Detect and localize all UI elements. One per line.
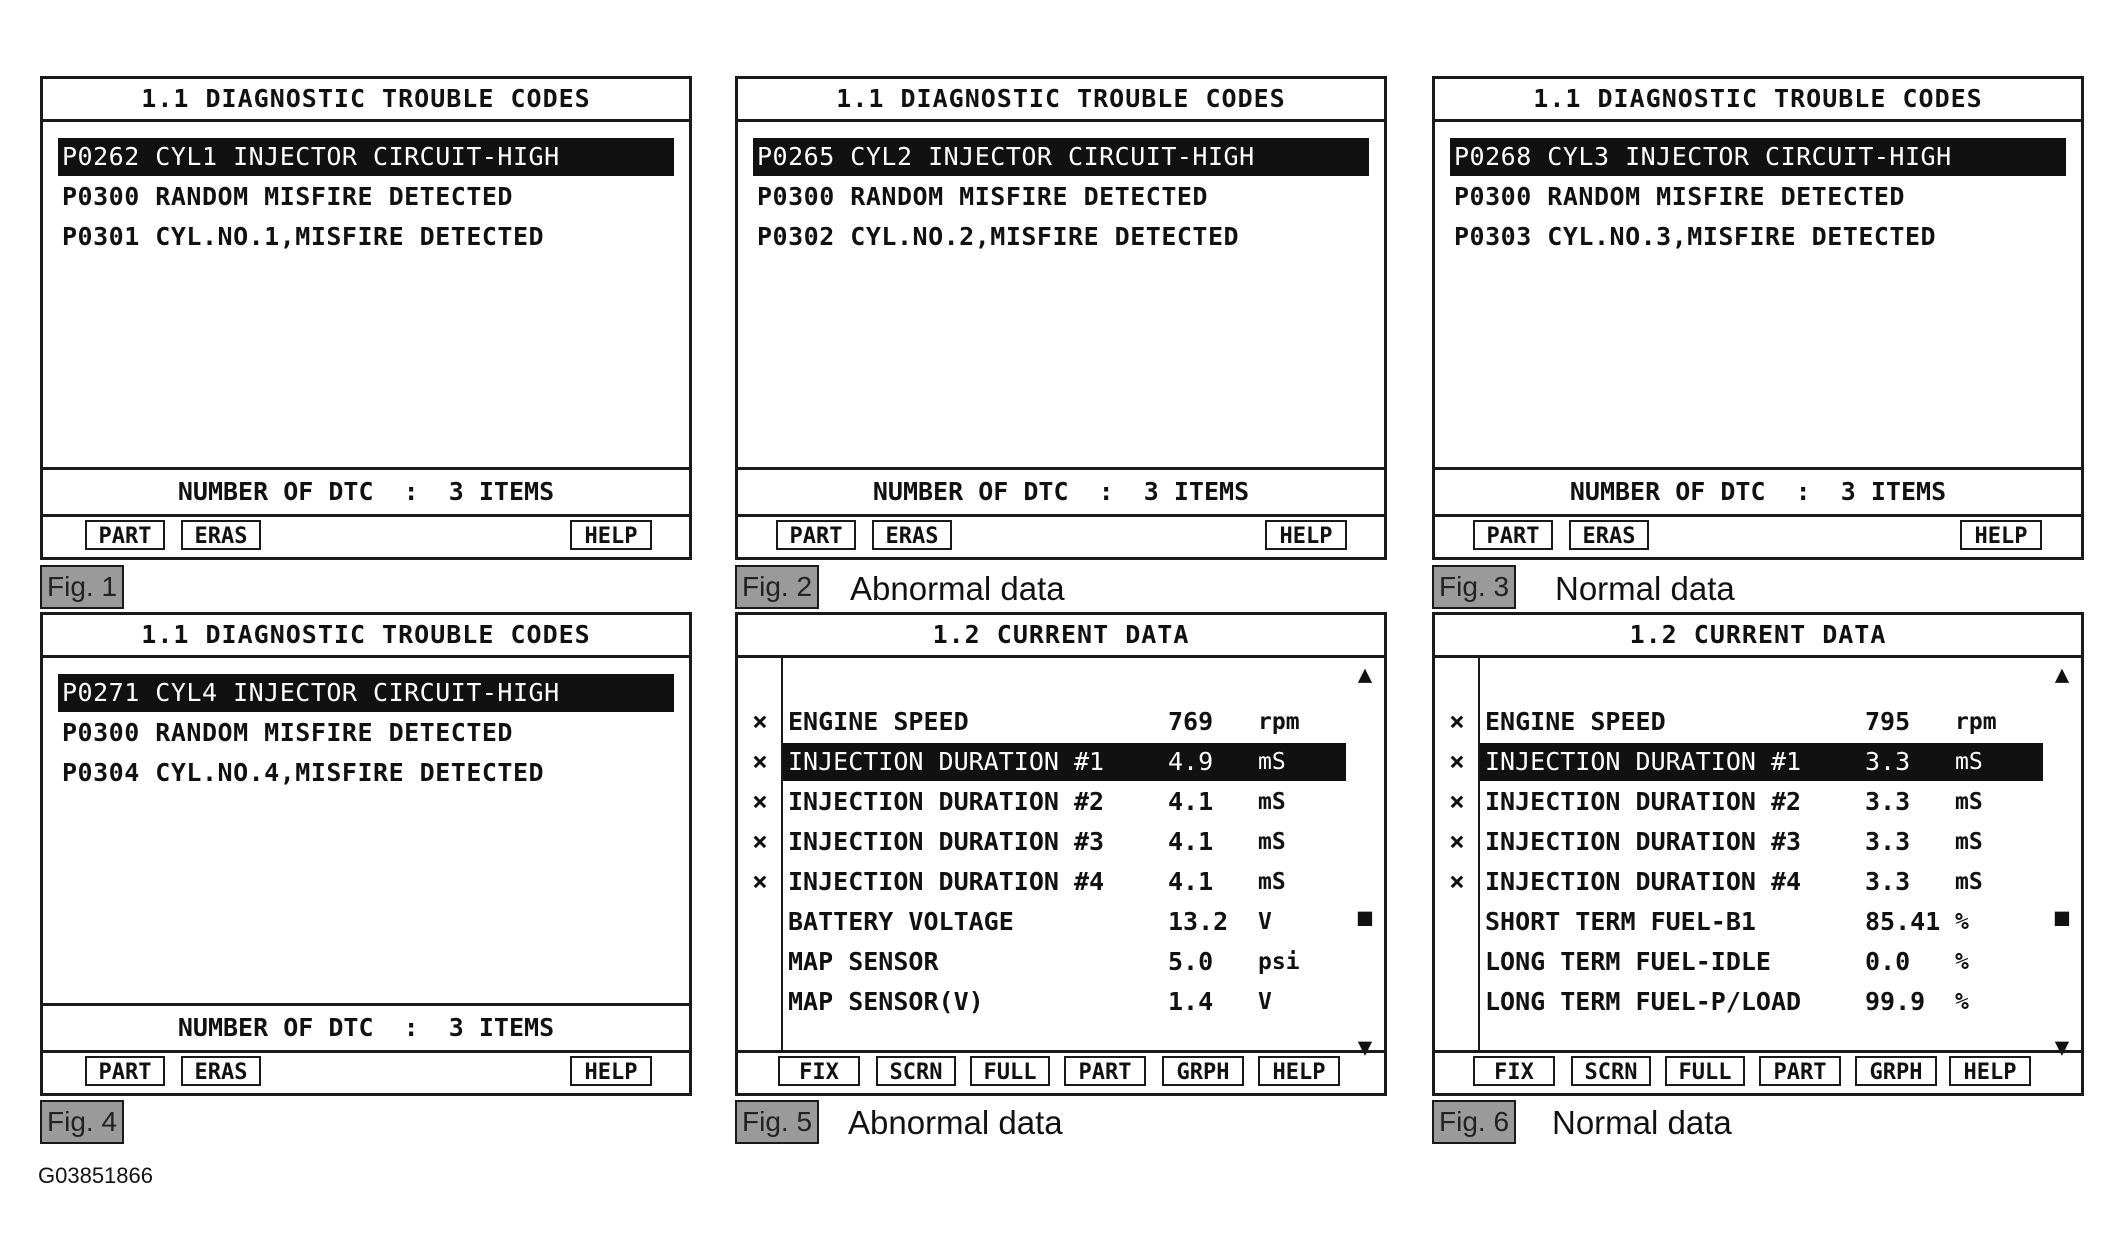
dtc-row[interactable]: P0300 RANDOM MISFIRE DETECTED (757, 182, 1208, 211)
param-unit: mS (1955, 789, 1983, 815)
data-row[interactable] (738, 703, 1346, 741)
dtc-count: NUMBER OF DTC : 3 ITEMS (738, 467, 1384, 517)
param-unit: % (1955, 909, 1969, 935)
fix-mark[interactable]: × (752, 787, 768, 817)
caption: Abnormal data (850, 570, 1065, 607)
caption: Normal data (1552, 1104, 1732, 1141)
param-value: 769 (1168, 707, 1214, 736)
dtc-screen-3 (1432, 76, 2084, 560)
scrollbar[interactable] (1346, 658, 1384, 1061)
fix-mark[interactable]: × (1449, 707, 1465, 737)
param-unit: mS (1955, 749, 1983, 775)
part-button[interactable]: PART (1064, 1056, 1146, 1086)
param-value: 4.1 (1168, 787, 1214, 816)
function-key-bar (738, 517, 1384, 557)
param-name: ENGINE SPEED (788, 707, 969, 736)
param-value: 3.3 (1865, 787, 1911, 816)
param-value: 5.0 (1168, 947, 1214, 976)
dtc-count: NUMBER OF DTC : 3 ITEMS (43, 1003, 689, 1053)
help-button[interactable]: HELP (570, 1056, 652, 1086)
scroll-down-arrow-icon[interactable]: ▼ (2054, 1033, 2070, 1061)
param-unit: % (1955, 949, 1969, 975)
fix-mark[interactable]: × (752, 707, 768, 737)
dtc-row[interactable]: P0302 CYL.NO.2,MISFIRE DETECTED (757, 222, 1240, 251)
dtc-list (738, 122, 1384, 470)
param-name: INJECTION DURATION #4 (788, 867, 1105, 896)
dtc-count: NUMBER OF DTC : 3 ITEMS (1435, 467, 2081, 517)
help-button[interactable]: HELP (570, 520, 652, 550)
data-row[interactable] (1435, 943, 2043, 981)
current-data-screen-5 (735, 612, 1387, 1096)
full-button[interactable]: FULL (970, 1056, 1050, 1086)
data-row[interactable] (738, 983, 1346, 1021)
dtc-row-selected[interactable]: P0262 CYL1 INJECTOR CIRCUIT-HIGH (58, 138, 674, 176)
param-unit: rpm (1258, 709, 1300, 735)
fig-label: Fig. 2 (735, 565, 819, 609)
dtc-row[interactable]: P0300 RANDOM MISFIRE DETECTED (1454, 182, 1905, 211)
param-name: INJECTION DURATION #1 (788, 747, 1105, 776)
screen-button[interactable]: SCRN (876, 1056, 956, 1086)
function-key-bar (43, 517, 689, 557)
fix-mark[interactable]: × (1449, 827, 1465, 857)
param-name: INJECTION DURATION #2 (1485, 787, 1802, 816)
param-value: 0.0 (1865, 947, 1911, 976)
param-name: INJECTION DURATION #1 (1485, 747, 1802, 776)
dtc-row[interactable]: P0304 CYL.NO.4,MISFIRE DETECTED (62, 758, 545, 787)
screen-title: 1.2 CURRENT DATA (738, 615, 1384, 658)
fig-label: Fig. 6 (1432, 1100, 1516, 1144)
fig-label: Fig. 5 (735, 1100, 819, 1144)
screen-title: 1.1 DIAGNOSTIC TROUBLE CODES (43, 615, 689, 658)
graph-button[interactable]: GRPH (1162, 1056, 1244, 1086)
dtc-count: NUMBER OF DTC : 3 ITEMS (43, 467, 689, 517)
fig-label: Fig. 1 (40, 565, 124, 609)
param-name: ENGINE SPEED (1485, 707, 1666, 736)
data-row[interactable] (738, 823, 1346, 861)
scroll-thumb-icon[interactable]: ■ (2054, 903, 2070, 931)
help-button[interactable]: HELP (1949, 1056, 2031, 1086)
data-row-selected[interactable] (1435, 743, 2043, 781)
data-row[interactable] (738, 943, 1346, 981)
scroll-down-arrow-icon[interactable]: ▼ (1357, 1033, 1373, 1061)
param-name: INJECTION DURATION #4 (1485, 867, 1802, 896)
param-value: 1.4 (1168, 987, 1214, 1016)
screen-title: 1.1 DIAGNOSTIC TROUBLE CODES (738, 79, 1384, 122)
param-value: 99.9 (1865, 987, 1926, 1016)
data-row[interactable] (1435, 783, 2043, 821)
param-value: 13.2 (1168, 907, 1229, 936)
screen-button[interactable]: SCRN (1571, 1056, 1651, 1086)
erase-button[interactable]: ERAS (872, 520, 952, 550)
param-name: BATTERY VOLTAGE (788, 907, 1014, 936)
param-unit: mS (1258, 749, 1286, 775)
erase-button[interactable]: ERAS (181, 1056, 261, 1086)
dtc-row[interactable]: P0303 CYL.NO.3,MISFIRE DETECTED (1454, 222, 1937, 251)
data-row[interactable] (1435, 983, 2043, 1021)
param-unit: mS (1258, 789, 1286, 815)
param-name: INJECTION DURATION #2 (788, 787, 1105, 816)
erase-button[interactable]: ERAS (1569, 520, 1649, 550)
param-value: 3.3 (1865, 827, 1911, 856)
dtc-row[interactable]: P0301 CYL.NO.1,MISFIRE DETECTED (62, 222, 545, 251)
fix-mark[interactable]: × (1449, 867, 1465, 897)
param-unit: psi (1258, 949, 1300, 975)
fig-label: Fig. 4 (40, 1100, 124, 1144)
param-unit: mS (1955, 829, 1983, 855)
screen-title: 1.1 DIAGNOSTIC TROUBLE CODES (1435, 79, 2081, 122)
function-key-bar (738, 1050, 1384, 1093)
param-value: 85.41 (1865, 907, 1941, 936)
param-unit: rpm (1955, 709, 1997, 735)
figure-id: G03851866 (38, 1163, 153, 1188)
function-key-bar (1435, 517, 2081, 557)
part-button[interactable]: PART (85, 1056, 165, 1086)
data-row[interactable] (1435, 823, 2043, 861)
param-value: 4.9 (1168, 747, 1214, 776)
part-button[interactable]: PART (1473, 520, 1553, 550)
scroll-up-arrow-icon[interactable]: ▲ (1357, 660, 1373, 688)
graph-button[interactable]: GRPH (1855, 1056, 1937, 1086)
full-button[interactable]: FULL (1665, 1056, 1745, 1086)
screen-title: 1.2 CURRENT DATA (1435, 615, 2081, 658)
function-key-bar (43, 1053, 689, 1093)
param-unit: mS (1258, 869, 1286, 895)
data-row[interactable] (738, 903, 1346, 941)
fix-mark[interactable]: × (1449, 787, 1465, 817)
part-button[interactable]: PART (1759, 1056, 1841, 1086)
dtc-list (43, 658, 689, 1006)
current-data-screen-6 (1432, 612, 2084, 1096)
data-row[interactable] (1435, 863, 2043, 901)
dtc-screen-4 (40, 612, 692, 1096)
part-button[interactable]: PART (776, 520, 856, 550)
param-name: SHORT TERM FUEL-B1 (1485, 907, 1756, 936)
fix-mark[interactable]: × (752, 747, 768, 777)
data-list (1435, 658, 2081, 1061)
param-value: 3.3 (1865, 867, 1911, 896)
param-name: MAP SENSOR(V) (788, 987, 984, 1016)
param-value: 795 (1865, 707, 1911, 736)
data-list (738, 658, 1384, 1061)
help-button[interactable]: HELP (1265, 520, 1347, 550)
fix-button[interactable]: FIX (1473, 1056, 1555, 1086)
scroll-up-arrow-icon[interactable]: ▲ (2054, 660, 2070, 688)
scrollbar[interactable] (2043, 658, 2081, 1061)
fix-mark[interactable]: × (752, 827, 768, 857)
fig-label: Fig. 3 (1432, 565, 1516, 609)
help-button[interactable]: HELP (1258, 1056, 1340, 1086)
param-unit: mS (1258, 829, 1286, 855)
function-key-bar (1435, 1050, 2081, 1093)
caption: Normal data (1555, 570, 1735, 607)
param-unit: % (1955, 989, 1969, 1015)
data-row-selected[interactable] (738, 743, 1346, 781)
param-unit: V (1258, 989, 1272, 1015)
caption: Abnormal data (848, 1104, 1063, 1141)
param-name: LONG TERM FUEL-IDLE (1485, 947, 1771, 976)
param-name: LONG TERM FUEL-P/LOAD (1485, 987, 1802, 1016)
param-value: 3.3 (1865, 747, 1911, 776)
dtc-row-selected[interactable]: P0268 CYL3 INJECTOR CIRCUIT-HIGH (1450, 138, 2066, 176)
dtc-list (1435, 122, 2081, 470)
param-name: INJECTION DURATION #3 (788, 827, 1105, 856)
help-button[interactable]: HELP (1960, 520, 2042, 550)
scroll-thumb-icon[interactable]: ■ (1357, 903, 1373, 931)
param-value: 4.1 (1168, 827, 1214, 856)
erase-button[interactable]: ERAS (181, 520, 261, 550)
param-value: 4.1 (1168, 867, 1214, 896)
data-row[interactable] (1435, 903, 2043, 941)
param-name: MAP SENSOR (788, 947, 939, 976)
dtc-row[interactable]: P0300 RANDOM MISFIRE DETECTED (62, 718, 513, 747)
fix-button[interactable]: FIX (778, 1056, 860, 1086)
dtc-list (43, 122, 689, 470)
fix-mark[interactable]: × (1449, 747, 1465, 777)
param-unit: mS (1955, 869, 1983, 895)
param-name: INJECTION DURATION #3 (1485, 827, 1802, 856)
data-row[interactable] (1435, 703, 2043, 741)
dtc-screen-1 (40, 76, 692, 560)
dtc-row-selected[interactable]: P0271 CYL4 INJECTOR CIRCUIT-HIGH (58, 674, 674, 712)
data-row[interactable] (738, 863, 1346, 901)
part-button[interactable]: PART (85, 520, 165, 550)
dtc-row[interactable]: P0300 RANDOM MISFIRE DETECTED (62, 182, 513, 211)
dtc-screen-2 (735, 76, 1387, 560)
fix-mark[interactable]: × (752, 867, 768, 897)
dtc-row-selected[interactable]: P0265 CYL2 INJECTOR CIRCUIT-HIGH (753, 138, 1369, 176)
data-row[interactable] (738, 783, 1346, 821)
screen-title: 1.1 DIAGNOSTIC TROUBLE CODES (43, 79, 689, 122)
param-unit: V (1258, 909, 1272, 935)
